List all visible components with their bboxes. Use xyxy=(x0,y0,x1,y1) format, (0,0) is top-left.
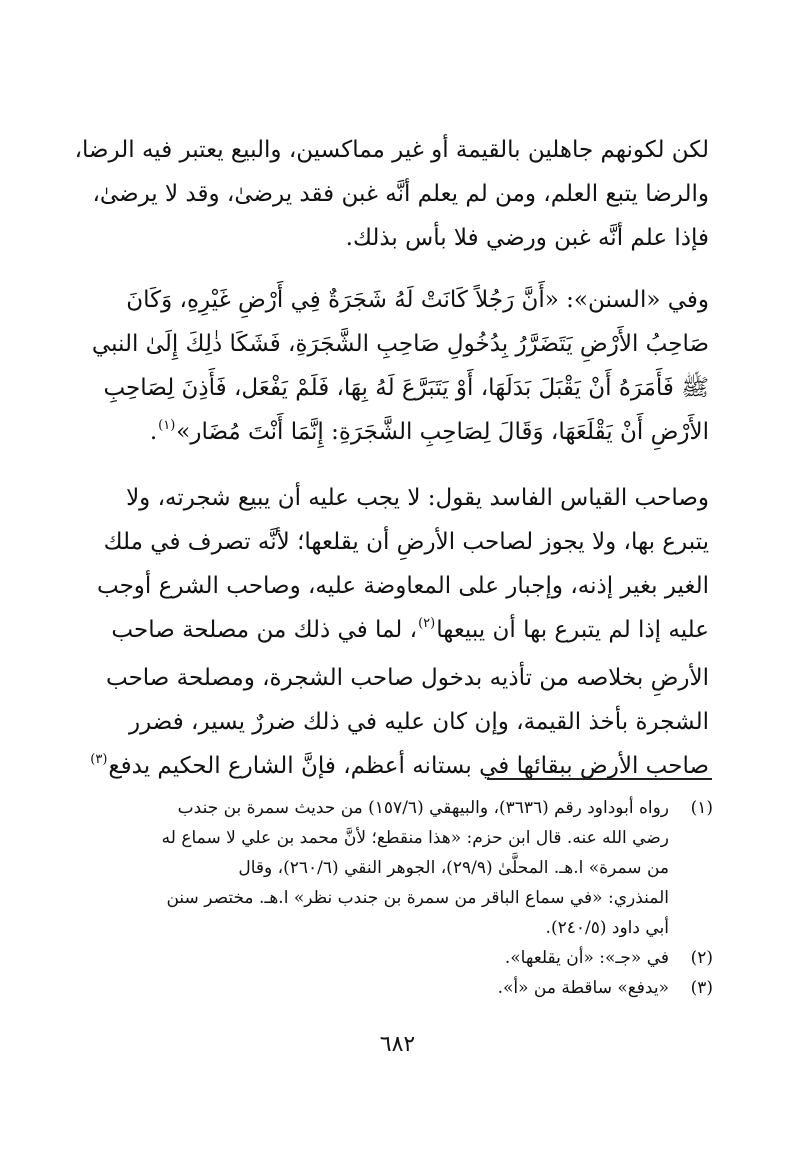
footnote-line: أبي داود (٢٤٠/٥). xyxy=(545,918,669,938)
text-span: ، لما في ذلك من مصلحة صاحب xyxy=(111,617,418,643)
page-number: ٦٨٢ xyxy=(379,1032,416,1057)
footnote-line: رواه أبوداود رقم (٣٦٣٦)، والبيهقي (١٥٧/٦) من حديث سمرة بن جندب xyxy=(177,798,669,818)
footnote-number: (٣) xyxy=(690,978,713,998)
footnote-text xyxy=(76,793,669,943)
footnote-2 xyxy=(76,943,713,973)
text-span: صاحب الأرض ببقائها في بستانه أعظم، فإنَّ الشارع الحكيم يدفع xyxy=(108,753,709,779)
footnote-number: (٢) xyxy=(690,948,713,968)
footnote-line: رضي الله عنه. قال ابن حزم: «هذا منقطع؛ لأنَّ محمد بن علي لا سماع له xyxy=(161,828,669,848)
text-line xyxy=(72,410,709,458)
text-line: فإذا علم أنَّه غبن ورضي فلا بأس بذلك. xyxy=(345,225,709,251)
paragraph-hadith-quote xyxy=(72,278,709,458)
text-line: وفي «السنن»: «أَنَّ رَجُلاً كَانَتْ لَهُ شَجَرَةٌ فِي أَرْضِ غَيْرِهِ، وَكَانَ xyxy=(126,287,709,313)
paragraph-faulty-analogy xyxy=(72,476,709,792)
text-line: الأرضِ بخلاصه من تأذيه بدخول صاحب الشجرة، ومصلحة صاحب xyxy=(105,665,709,691)
text-line xyxy=(72,744,709,792)
footnote-marker-3[interactable]: (٣) xyxy=(90,752,108,767)
footnote-text xyxy=(76,943,669,973)
text-line: الغير بغير إذنه، وإجبار على المعاوضة عليه، وصاحب الشرع أوجب xyxy=(97,573,709,599)
footnote-1 xyxy=(76,793,713,943)
footnote-text xyxy=(76,973,669,1003)
text-span: . xyxy=(149,419,158,445)
footnote-marker-2[interactable]: (٢) xyxy=(418,616,436,631)
text-line xyxy=(72,608,709,656)
footnote-3 xyxy=(76,973,713,1003)
footnotes xyxy=(76,793,713,1003)
text-span: الأَرْضِ أَنْ يَقْلَعَهَا، وَقَالَ لِصَاحِبِ الشَّجَرَةِ: إِنَّمَا أَنْتَ مُضَار» xyxy=(176,419,709,445)
text-line: ﷺ فَأَمَرَهُ أَنْ يَقْبَلَ بَدَلَهَا، أَوْ يَتَبَرَّعَ لَهُ بِهَا، فَلَمْ يَفْعَل، فَأَذِنَ لِصَاحِبِ xyxy=(103,375,709,401)
text-line: صَاحِبُ الأَرْضِ يَتَضَرَّرُ بِدُخُولِ صَاحِبِ الشَّجَرَةِ، فَشَكَا ذٰلِكَ إِلَىٰ النبي xyxy=(91,331,709,357)
paragraph-price-ignorance xyxy=(72,128,709,260)
text-line: والرضا يتبع العلم، ومن لم يعلم أنَّه غبن فقد يرضىٰ، وقد لا يرضىٰ، xyxy=(92,181,709,207)
footnote-line: من سمرة» ا.هـ. المحلَّىٰ (٢٩/٩)، الجوهر النقي (٢٦٠/٦)، وقال xyxy=(238,858,669,878)
footnote-line: في «جـ»: «أن يقلعها». xyxy=(504,948,669,968)
footnote-line: المنذري: «في سماع الباقر من سمرة بن جندب نظر» ا.هـ. مختصر سنن xyxy=(166,888,669,908)
footnote-separator xyxy=(487,778,712,780)
text-line: وصاحب القياس الفاسد يقول: لا يجب عليه أن يبيع شجرته، ولا xyxy=(126,485,709,511)
text-span: عليه إذا لم يتبرع بها أن يبيعها xyxy=(436,617,709,643)
text-line: يتبرع بها، ولا يجوز لصاحب الأرضِ أن يقلعها؛ لأنَّه تصرف في ملك xyxy=(103,529,709,555)
footnote-marker-1[interactable]: (١) xyxy=(158,418,176,433)
footnote-line: «يدفع» ساقطة من «أ». xyxy=(497,978,669,998)
text-line: لكن لكونهم جاهلين بالقيمة أو غير مماكسين، والبيع يعتبر فيه الرضا، xyxy=(74,137,709,163)
text-line: الشجرة بأخذ القيمة، وإن كان عليه في ذلك ضررٌ يسير، فضرر xyxy=(128,709,709,735)
footnote-number: (١) xyxy=(690,798,713,818)
